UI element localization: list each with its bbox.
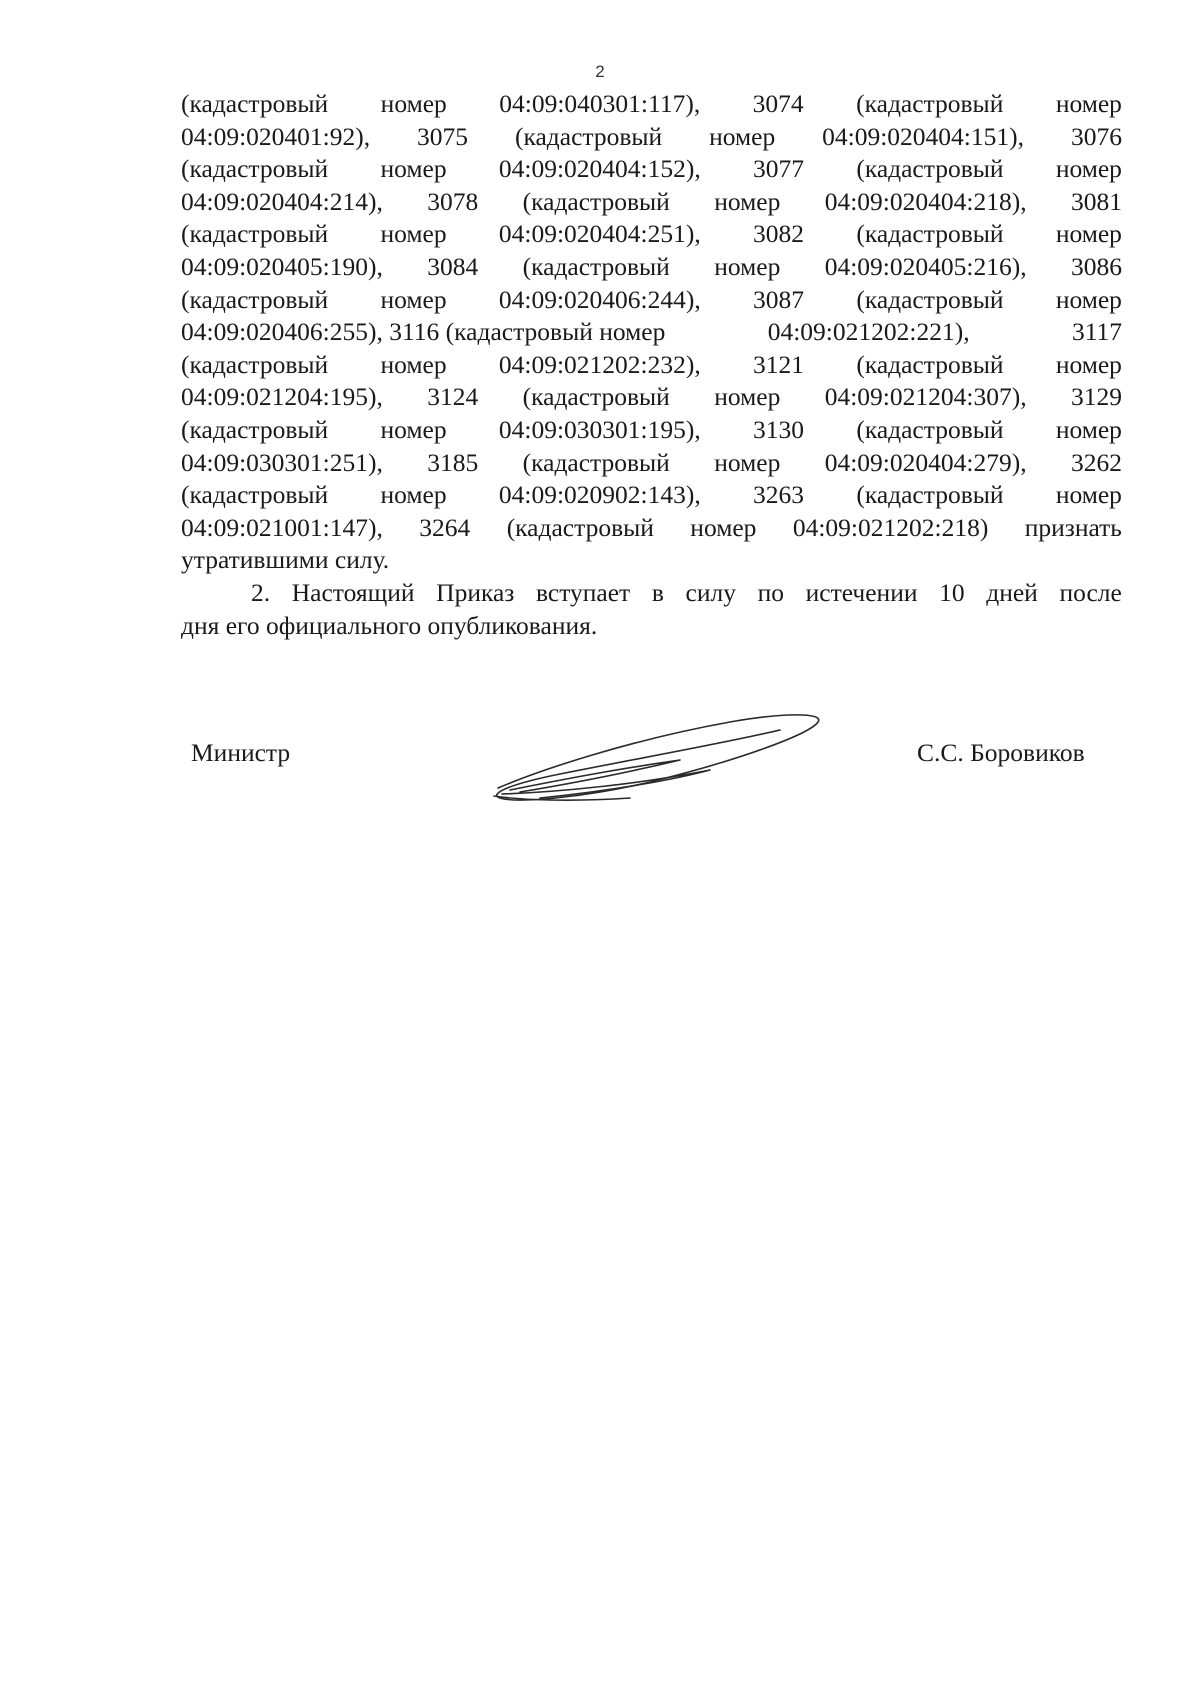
text-segment: 10: [939, 577, 965, 607]
text-line: [181, 316, 1122, 349]
text-segment: номер: [714, 251, 781, 281]
text-segment: 04:09:020902:143),: [498, 480, 701, 510]
text-segment: 3082: [753, 219, 805, 249]
text-segment: признать: [1024, 512, 1122, 542]
text-line: [181, 186, 1122, 219]
text-segment: 3087: [753, 284, 805, 314]
signature-block: [0, 700, 1200, 820]
text-segment: номер: [380, 154, 447, 184]
text-segment: 3081: [1070, 186, 1122, 216]
text-segment: 3074: [752, 89, 804, 118]
text-segment: номер: [714, 186, 781, 216]
text-segment: номер: [380, 219, 447, 249]
text-line: [181, 447, 1122, 480]
text-line: [181, 512, 1122, 545]
text-segment: 04:09:030301:195),: [498, 414, 701, 444]
text-segment: 04:09:021204:307),: [824, 382, 1027, 412]
text-segment: 04:09:020404:152),: [498, 154, 701, 184]
text-segment: 3086: [1070, 251, 1122, 281]
text-segment: (кадастровый: [181, 154, 329, 184]
text-segment: силу: [685, 577, 736, 607]
paragraph-repeal-list: [181, 88, 1122, 577]
text-segment: номер: [380, 349, 447, 379]
text-segment: 3185: [427, 447, 479, 477]
text-segment: номер: [1055, 284, 1122, 314]
text-line: [181, 479, 1122, 512]
text-segment: 3264: [419, 512, 471, 542]
document-body: [181, 88, 1122, 642]
text-segment: в: [651, 577, 664, 607]
text-segment: (кадастровый: [181, 284, 329, 314]
text-segment: номер: [690, 512, 757, 542]
text-segment: (кадастровый: [856, 480, 1004, 510]
text-segment: 3130: [753, 414, 805, 444]
text-segment: 04:09:020405:216),: [824, 251, 1027, 281]
text-segment: (кадастровый: [181, 480, 329, 510]
text-line: [181, 577, 1122, 610]
text-segment: 04:09:040301:117),: [499, 89, 701, 118]
text-segment: 3262: [1070, 447, 1122, 477]
text-segment: (кадастровый: [506, 512, 654, 542]
handwritten-signature: [480, 700, 840, 810]
text-line: [181, 121, 1122, 154]
text-line: [181, 218, 1122, 251]
text-segment: (кадастровый: [856, 349, 1004, 379]
text-segment: 04:09:020404:279),: [824, 447, 1027, 477]
text-segment: (кадастровый: [856, 89, 1004, 118]
text-line: [181, 610, 1122, 643]
signer-name: С.С. Боровиков: [917, 738, 1085, 767]
text-line: [181, 349, 1122, 382]
text-line: [181, 88, 1122, 121]
text-segment: 04:09:020404:218),: [824, 186, 1027, 216]
text-segment: 04:09:021202:221),: [767, 317, 970, 347]
text-segment: номер: [1055, 414, 1122, 444]
text-segment: (кадастровый: [514, 121, 663, 151]
text-segment: после: [1059, 577, 1122, 607]
text-segment: (кадастровый: [522, 382, 670, 412]
text-segment: 04:09:021001:147),: [181, 512, 383, 542]
page-number: 2: [595, 62, 605, 81]
text-segment: (кадастровый: [856, 219, 1004, 249]
text-segment: 3076: [1070, 121, 1122, 151]
text-segment: (кадастровый: [856, 284, 1004, 314]
text-segment: номер: [1055, 89, 1122, 118]
text-segment: номер: [380, 414, 447, 444]
text-segment: номер: [1055, 219, 1122, 249]
text-segment: вступает: [536, 577, 631, 607]
text-segment: номер: [1055, 349, 1122, 379]
text-segment: (кадастровый: [522, 251, 670, 281]
text-segment: 04:09:030301:251),: [181, 447, 383, 477]
text-line: [181, 414, 1122, 447]
text-segment: 3084: [427, 251, 479, 281]
text-segment: дня его официального опубликования.: [181, 610, 598, 640]
signer-title: Министр: [191, 738, 291, 767]
text-segment: (кадастровый: [856, 154, 1004, 184]
text-segment: по: [757, 577, 784, 607]
text-segment: 3078: [427, 186, 479, 216]
text-segment: номер: [1055, 480, 1122, 510]
text-segment: (кадастровый: [181, 89, 329, 118]
paragraph-entry-into-force: [181, 577, 1122, 642]
text-segment: Настоящий: [291, 577, 415, 607]
text-segment: (кадастровый: [181, 349, 329, 379]
text-segment: номер: [380, 89, 447, 118]
text-segment: номер: [380, 284, 447, 314]
text-segment: (кадастровый: [522, 186, 670, 216]
text-segment: 04:09:020406:255), 3116 (кадастровый номер: [181, 317, 666, 347]
text-segment: 04:09:021202:232),: [498, 349, 701, 379]
text-segment: (кадастровый: [522, 447, 670, 477]
text-segment: 04:09:020406:244),: [498, 284, 701, 314]
text-segment: истечении: [805, 577, 918, 607]
text-segment: 3124: [427, 382, 479, 412]
text-segment: 3077: [753, 154, 805, 184]
text-segment: 3117: [1071, 317, 1122, 347]
text-segment: 2.: [251, 577, 271, 607]
text-segment: номер: [1055, 154, 1122, 184]
text-segment: 04:09:020404:151),: [822, 121, 1025, 151]
text-segment: дней: [986, 577, 1038, 607]
text-line: [181, 284, 1122, 317]
text-segment: (кадастровый: [181, 414, 329, 444]
text-segment: Приказ: [436, 577, 515, 607]
text-line: [181, 381, 1122, 414]
text-segment: 3121: [753, 349, 805, 379]
text-segment: 3129: [1070, 382, 1122, 412]
text-line: [181, 544, 1122, 577]
text-segment: утратившими силу.: [181, 545, 390, 575]
text-segment: 04:09:020404:251),: [498, 219, 701, 249]
text-segment: 04:09:020401:92),: [181, 121, 371, 151]
text-segment: номер: [714, 382, 781, 412]
text-segment: 04:09:020404:214),: [181, 186, 383, 216]
text-segment: 04:09:021204:195),: [181, 382, 383, 412]
text-segment: 3263: [753, 480, 805, 510]
text-segment: (кадастровый: [856, 414, 1004, 444]
text-line: [181, 251, 1122, 284]
text-segment: 04:09:020405:190),: [181, 251, 383, 281]
text-segment: (кадастровый: [181, 219, 329, 249]
text-line: [181, 153, 1122, 186]
text-segment: 04:09:021202:218): [792, 512, 989, 542]
text-segment: 3075: [417, 121, 469, 151]
text-segment: номер: [380, 480, 447, 510]
text-segment: номер: [714, 447, 781, 477]
text-segment: номер: [709, 121, 776, 151]
